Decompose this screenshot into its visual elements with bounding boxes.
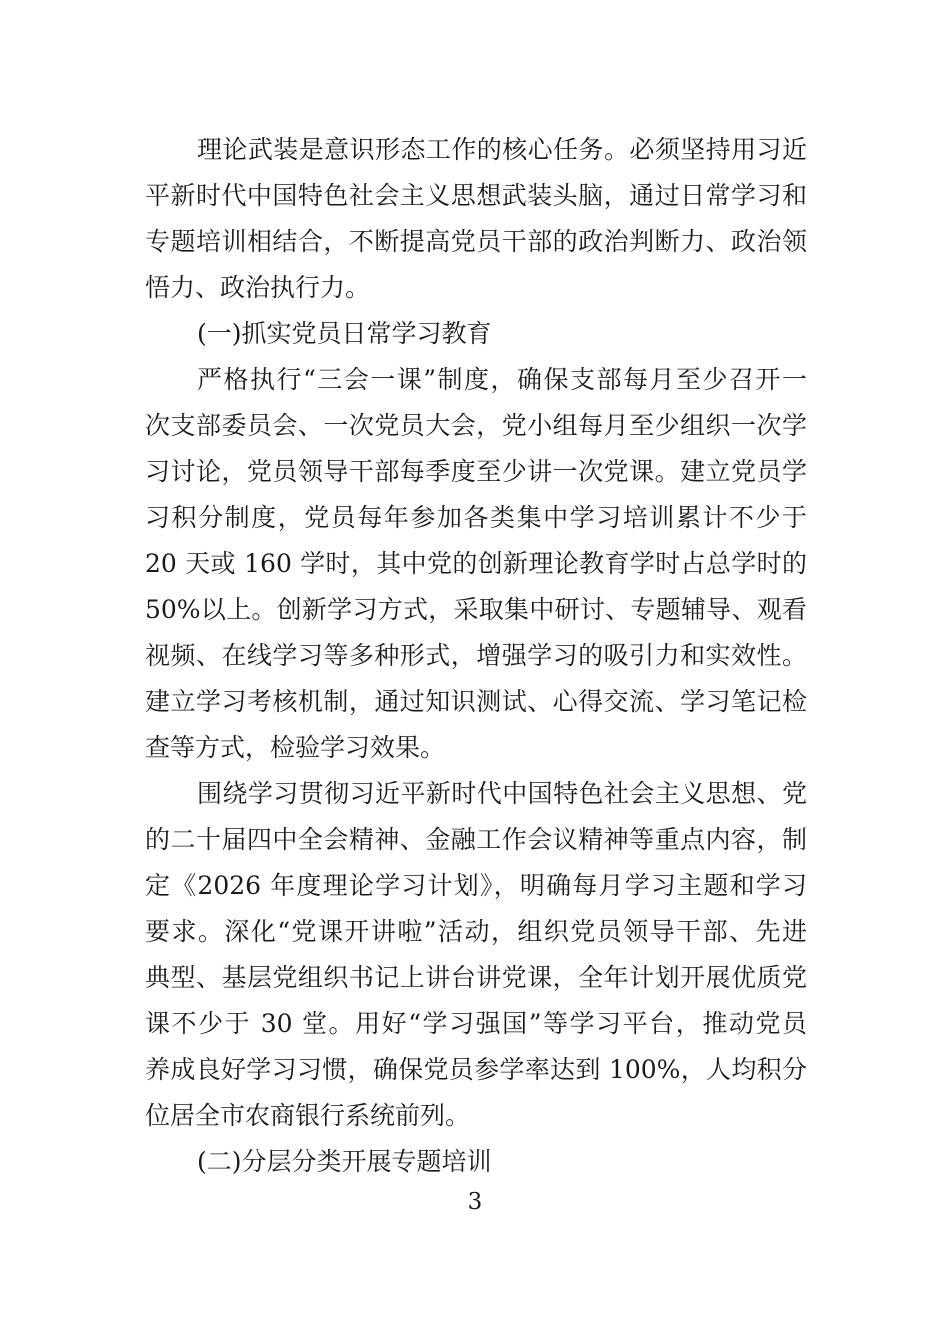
section-heading-1: (一)抓实党员日常学习教育 bbox=[197, 319, 492, 348]
page-number: 3 bbox=[467, 1189, 483, 1215]
paragraph-3-line-7: 养成良好学习习惯，确保党员参学率达到 100%，人均积分 bbox=[145, 1055, 807, 1084]
paragraph-1-line-3: 专题培训相结合，不断提高党员干部的政治判断力、政治领 bbox=[145, 227, 807, 256]
paragraph-2-line-8: 建立学习考核机制，通过知识测试、心得交流、学习笔记检 bbox=[145, 687, 807, 716]
paragraph-2-line-4: 习积分制度，党员每年参加各类集中学习培训累计不少于 bbox=[145, 503, 807, 532]
paragraph-2-line-3: 习讨论，党员领导干部每季度至少讲一次党课。建立党员学 bbox=[145, 457, 807, 486]
paragraph-3-line-8: 位居全市农商银行系统前列。 bbox=[145, 1101, 471, 1130]
paragraph-2-line-6: 50%以上。创新学习方式，采取集中研讨、专题辅导、观看 bbox=[145, 595, 807, 624]
paragraph-3-line-3: 定《2026 年度理论学习计划》，明确每月学习主题和学习 bbox=[145, 871, 807, 900]
paragraph-2-line-9: 查等方式，检验学习效果。 bbox=[145, 733, 446, 762]
section-heading-2: (二)分层分类开展专题培训 bbox=[197, 1147, 492, 1176]
paragraph-3-line-1: 围绕学习贯彻习近平新时代中国特色社会主义思想、党 bbox=[197, 779, 807, 808]
paragraph-3-line-6: 课不少于 30 堂。用好“学习强国”等学习平台，推动党员 bbox=[145, 1009, 807, 1038]
paragraph-1-line-2: 平新时代中国特色社会主义思想武装头脑，通过日常学习和 bbox=[145, 181, 807, 210]
paragraph-2-line-7: 视频、在线学习等多种形式，增强学习的吸引力和实效性。 bbox=[145, 641, 807, 670]
paragraph-2-line-2: 次支部委员会、一次党员大会，党小组每月至少组织一次学 bbox=[145, 411, 807, 440]
paragraph-3-line-5: 典型、基层党组织书记上讲台讲党课，全年计划开展优质党 bbox=[145, 963, 807, 992]
paragraph-3-line-4: 要求。深化“党课开讲啦”活动，组织党员领导干部、先进 bbox=[145, 917, 807, 946]
paragraph-1-line-4: 悟力、政治执行力。 bbox=[145, 273, 371, 302]
paragraph-2-line-5: 20 天或 160 学时，其中党的创新理论教育学时占总学时的 bbox=[145, 549, 807, 578]
paragraph-3-line-2: 的二十届四中全会精神、金融工作会议精神等重点内容，制 bbox=[145, 825, 807, 854]
paragraph-1-line-1: 理论武装是意识形态工作的核心任务。必须坚持用习近 bbox=[197, 135, 807, 164]
paragraph-2-line-1: 严格执行“三会一课”制度，确保支部每月至少召开一 bbox=[197, 365, 807, 394]
